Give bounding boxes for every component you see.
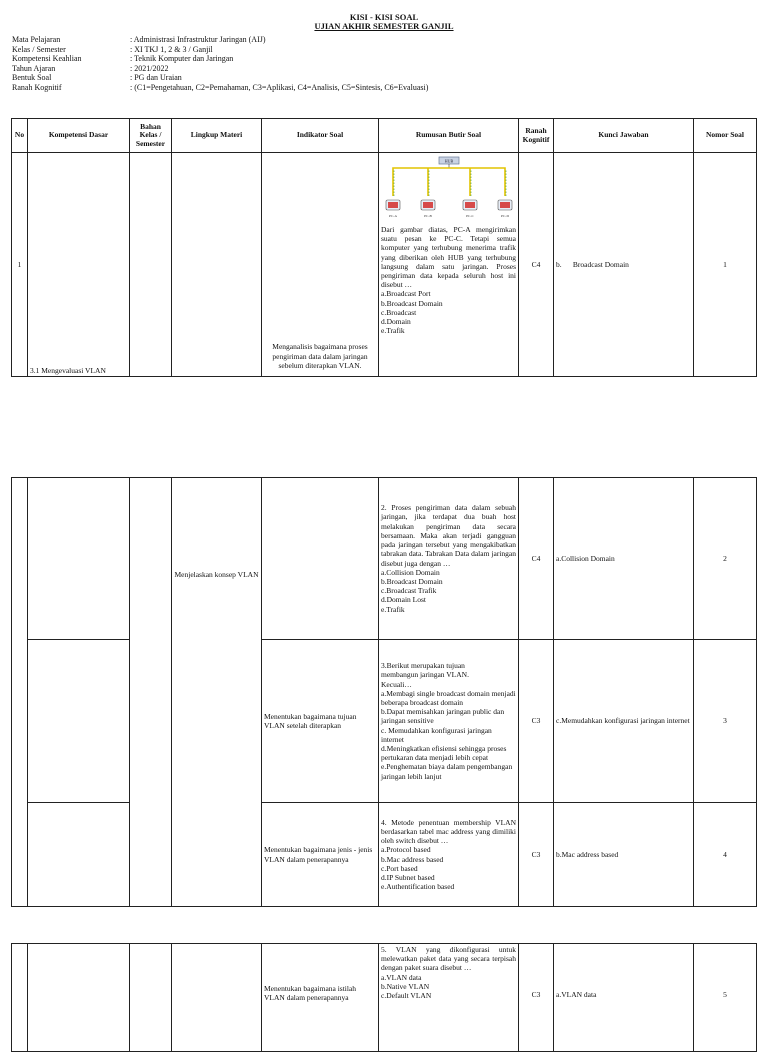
option-item: c.Port based: [381, 863, 418, 873]
question-line: Kecuali…: [381, 679, 412, 689]
pc-label: PC-C: [466, 214, 474, 218]
cell-no: 1: [12, 153, 28, 377]
question-text: 4. Metode penentuan membership VLAN berdasarkan tabel mac address yang dimiliki oleh switch disebut …: [381, 817, 516, 846]
question-text: 2. Proses pengiriman data dalam sebuah jaringan, jika terdapat dua buah host melakukan pengiriman data secara bersamaan. Maka akan terjadi gangguan pada jaringan tersebut yang mengakibatkan tabrakan data. Tabrakan Data dalam jaringan disebut juga dengan …: [381, 503, 516, 568]
meta-block: [12, 35, 428, 93]
meta-value: : PG dan Uraian: [130, 73, 182, 83]
cell-no: [12, 944, 28, 1052]
header-indikator-soal: Indikator Soal: [262, 119, 379, 153]
option-item: d.IP Subnet based: [381, 872, 435, 882]
cell-lingkup-materi: Menjelaskan konsep VLAN: [172, 478, 262, 907]
header-lingkup-materi: Lingkup Materi: [172, 119, 262, 153]
kisi-table: [11, 477, 757, 907]
header-bahan-kelas: Bahan Kelas / Semester: [130, 119, 172, 153]
meta-label: Mata Pelajaran: [12, 35, 61, 44]
table-row: [12, 803, 757, 907]
meta-label: Kompetensi Keahlian: [12, 54, 82, 64]
cell-indikator-soal: Menganalisis bagaimana proses pengiriman data dalam jaringan sebelum diterapkan VLAN.: [262, 153, 379, 377]
option-item: a.Collision Domain: [381, 567, 440, 577]
pc-label: PC-B: [424, 214, 432, 218]
kisi-table: [11, 118, 757, 377]
header-kompetensi-dasar: Kompetensi Dasar: [28, 119, 130, 153]
question-text: Dari gambar diatas, PC-A mengirimkan suatu pesan ke PC-C. Tetapi semua komputer yang terhubung menerima trafik yang diberikan oleh HUB yang terhubung langsung dalam satu jaringan. Proses pengiriman data kepada seluruh host ini disebut …: [381, 225, 516, 290]
table-row: [12, 640, 757, 803]
option-item: a.VLAN data: [381, 972, 422, 982]
option-item: e.Trafik: [381, 326, 405, 336]
header-rumusan-butir-soal: Rumusan Butir Soal: [379, 119, 519, 153]
meta-value: : Teknik Komputer dan Jaringan: [130, 54, 234, 64]
question-text: 5. VLAN yang dikonfigurasi untuk melewatkan paket data yang secara terpisah dengan paket suara disebut …: [381, 945, 516, 973]
option-item: e.Trafik: [381, 604, 405, 614]
cell-kompetensi-dasar: [28, 478, 130, 640]
meta-label: Ranah Kognitif: [12, 82, 62, 92]
meta-row: [12, 35, 428, 45]
pc-icon: [421, 200, 435, 218]
meta-row: [12, 45, 428, 55]
cell-indikator-soal: [262, 478, 379, 640]
header-kunci-jawaban: Kunci Jawaban: [554, 119, 694, 153]
cell-indikator-soal: Menentukan bagaimana istilah VLAN dalam penerapannya: [262, 944, 379, 1052]
cell-nomor-soal: 5: [694, 944, 757, 1052]
cell-kompetensi-dasar: [28, 803, 130, 907]
meta-label: Tahun Ajaran: [12, 63, 56, 73]
cell-ranah-kognitif: C3: [519, 944, 554, 1052]
cell-rumusan-butir-soal: [379, 944, 519, 1052]
cell-nomor-soal: 3: [694, 640, 757, 803]
cell-ranah-kognitif: C3: [519, 803, 554, 907]
cell-bahan-kelas: [130, 944, 172, 1052]
pc-icon: [498, 200, 512, 218]
cell-nomor-soal: 1: [694, 153, 757, 377]
cell-kunci-jawaban: a.Collision Domain: [554, 478, 694, 640]
cell-ranah-kognitif: C4: [519, 478, 554, 640]
document-subtitle: UJIAN AKHIR SEMESTER GANJIL: [314, 21, 454, 31]
kisi-table: [11, 943, 757, 1052]
option-item: b.Dapat memisahkan jaringan public dan jaringan sensitive: [381, 707, 505, 726]
cell-rumusan-butir-soal: [379, 153, 519, 377]
cell-indikator-soal: Menentukan bagaimana jenis - jenis VLAN dalam penerapannya: [262, 803, 379, 907]
cell-no: [12, 478, 28, 907]
meta-row: [12, 83, 428, 93]
option-item: b.Mac address based: [381, 854, 444, 864]
meta-label: Bentuk Soal: [12, 73, 52, 83]
document-title: KISI - KISI SOAL: [349, 12, 419, 22]
cell-rumusan-butir-soal: [379, 478, 519, 640]
network-diagram: [381, 156, 517, 222]
meta-label: Kelas / Semester: [12, 44, 66, 54]
cell-nomor-soal: 4: [694, 803, 757, 907]
pc-label: PC-A: [389, 214, 397, 218]
pc-icon: [386, 200, 400, 218]
option-item: a.Protocol based: [381, 845, 431, 855]
option-item: a.Broadcast Port: [381, 289, 431, 299]
header-nomor-soal: Nomor Soal: [694, 119, 757, 153]
option-item: c.Broadcast: [381, 307, 417, 317]
option-item: a.Membagi single broadcast domain menjadi beberapa broadcast domain: [381, 688, 516, 707]
cell-bahan-kelas: [130, 153, 172, 377]
option-item: c.Default VLAN: [381, 991, 432, 1001]
cell-kunci-jawaban: b. Broadcast Domain: [554, 153, 694, 377]
cell-rumusan-butir-soal: [379, 803, 519, 907]
cell-kunci-jawaban: b.Mac address based: [554, 803, 694, 907]
cell-rumusan-butir-soal: [379, 640, 519, 803]
option-item: b.Broadcast Domain: [381, 576, 443, 586]
cell-lingkup-materi: [172, 153, 262, 377]
table-row: [12, 944, 757, 1052]
cell-kompetensi-dasar: [28, 640, 130, 803]
cell-bahan-kelas: [130, 478, 172, 907]
pc-icon: [463, 200, 477, 218]
table-row: [12, 478, 757, 640]
table-row: [12, 153, 757, 377]
option-item: d.Domain: [381, 317, 411, 327]
option-item: d.Domain Lost: [381, 595, 426, 605]
option-item: d.Meningkatkan efisiensi sehingga proses pertukaran data menjadi lebih cepat: [381, 744, 507, 763]
cell-kunci-jawaban: c.Memudahkan konfigurasi jaringan internet: [554, 640, 694, 803]
hub-label: HUB: [444, 158, 454, 164]
question-line: membangun jaringan VLAN.: [381, 670, 469, 680]
cell-kunci-jawaban: a.VLAN data: [554, 944, 694, 1052]
cell-ranah-kognitif: C3: [519, 640, 554, 803]
header-no: No: [12, 119, 28, 153]
header-ranah-kognitif: Ranah Kognitif: [519, 119, 554, 153]
cell-indikator-soal: Menentukan bagaimana tujuan VLAN setelah diterapkan: [262, 640, 379, 803]
meta-row: [12, 54, 428, 64]
question-line: 3.Berikut merupakan tujuan: [381, 661, 465, 671]
option-item: c. Memudahkan konfigurasi jaringan internet: [381, 725, 492, 744]
cell-lingkup-materi: [172, 944, 262, 1052]
option-item: b.Broadcast Domain: [381, 298, 443, 308]
cell-kompetensi-dasar: 3.1 Mengevaluasi VLAN: [28, 153, 130, 377]
option-item: c.Broadcast Trafik: [381, 586, 437, 596]
option-item: b.Native VLAN: [381, 981, 430, 991]
meta-value: : XI TKJ 1, 2 & 3 / Ganjil: [130, 44, 213, 54]
option-item: e.Penghematan biaya dalam pengembangan jaringan lebih lanjut: [381, 762, 513, 781]
option-item: e.Authentification based: [381, 882, 455, 892]
cell-nomor-soal: 2: [694, 478, 757, 640]
cell-kompetensi-dasar: [28, 944, 130, 1052]
meta-value: : 2021/2022: [130, 63, 169, 73]
meta-row: [12, 73, 428, 83]
pc-label: PC-D: [501, 214, 509, 218]
cell-ranah-kognitif: C4: [519, 153, 554, 377]
meta-value: : Administrasi Infrastruktur Jaringan (AIJ): [130, 35, 266, 44]
meta-row: [12, 64, 428, 74]
table-header-row: [12, 119, 757, 153]
meta-value: : (C1=Pengetahuan, C2=Pemahaman, C3=Aplikasi, C4=Analisis, C5=Sintesis, C6=Evaluasi): [130, 82, 429, 92]
